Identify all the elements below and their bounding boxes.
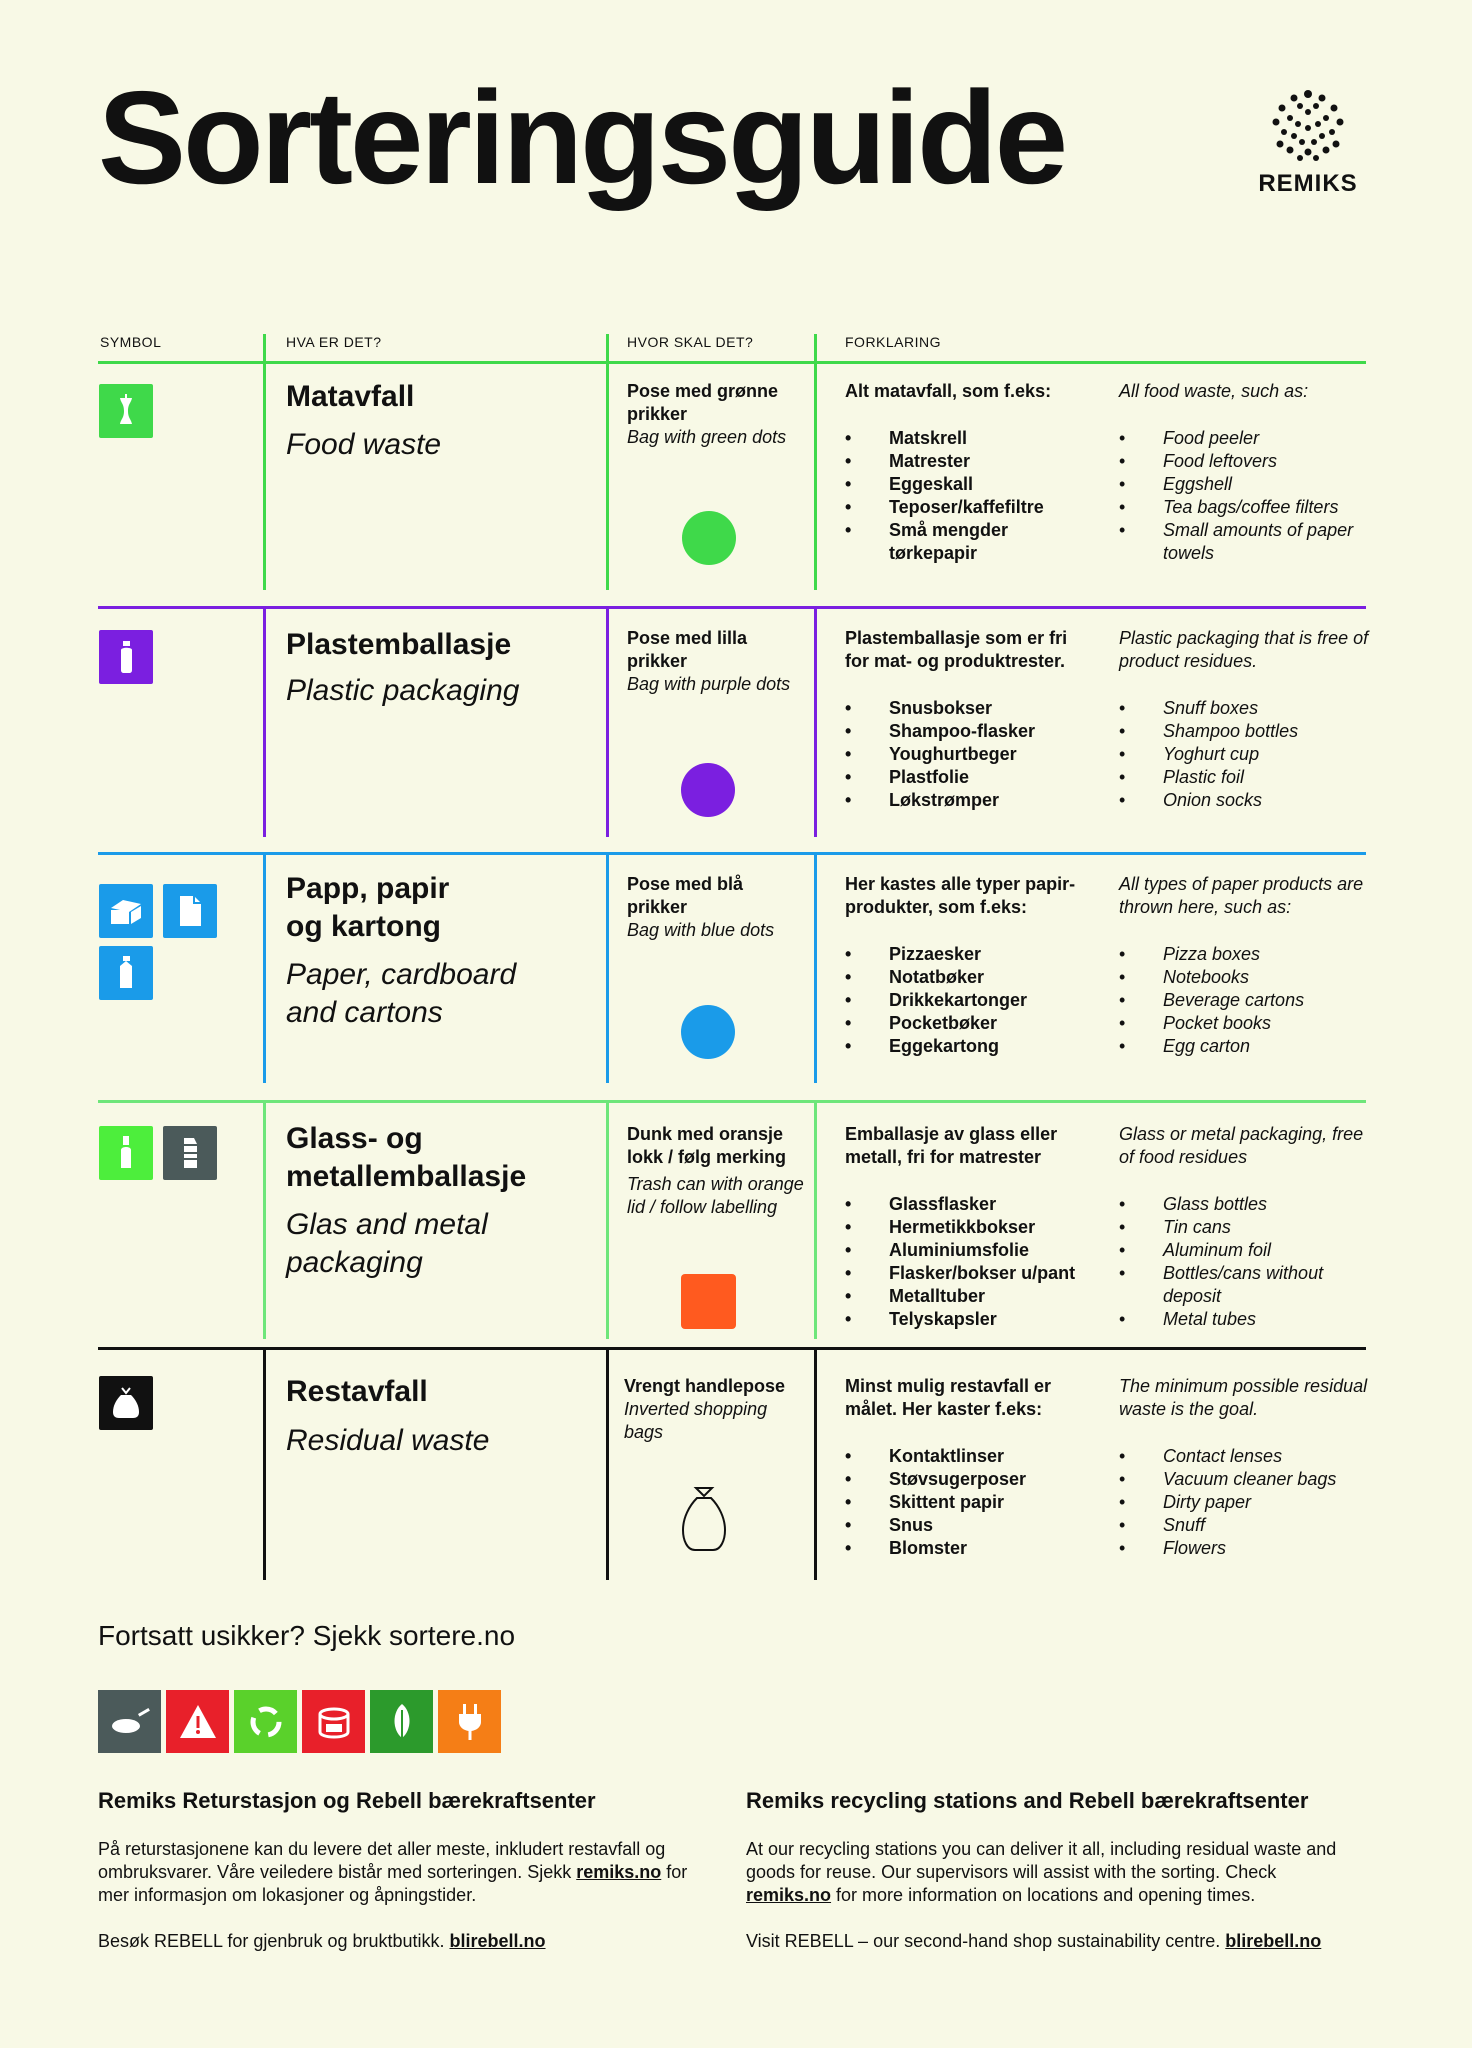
list-item: • Snusbokser [845, 697, 1095, 720]
intro-no: Emballasje av glass eller metall, fri for matrester [845, 1124, 1058, 1167]
divider [263, 334, 266, 362]
category-name-en: Residual waste [286, 1424, 490, 1457]
list-item: • Food leftovers [1119, 450, 1369, 473]
list-item: • Tea bags/coffee filters [1119, 496, 1369, 519]
explanation-en [1119, 1123, 1369, 1331]
category-name: Glass- og metallemballasje [286, 1122, 527, 1193]
list-item: • Aluminiumsfolie [845, 1239, 1095, 1262]
where-no: Dunk med oransje lokk / følg merking [627, 1124, 787, 1167]
list-item: • Vacuum cleaner bags [1119, 1468, 1369, 1491]
list-item: • Snuff [1119, 1514, 1369, 1537]
green-dot-marker [681, 510, 737, 566]
trash-bag-icon [99, 1376, 153, 1430]
disposal-location [627, 380, 807, 449]
header-symbol: SYMBOL [100, 334, 162, 350]
orange-square-marker [681, 1274, 736, 1329]
where-no: Pose med lilla prikker [627, 628, 748, 671]
list-item: • Contact lenses [1119, 1445, 1369, 1468]
explanation-no [845, 873, 1095, 1058]
divider [814, 1348, 817, 1580]
footer-heading-no: Remiks Returstasjon og Rebell bærekraftsenter [98, 1788, 596, 1813]
footer-heading-en: Remiks recycling stations and Rebell bærekraftsenter [746, 1788, 1309, 1813]
list-item: • Matskrell [845, 427, 1095, 450]
glass-bottle-icon [99, 1126, 153, 1180]
list-item: • Drikkekartonger [845, 989, 1095, 1012]
apple-core-icon [99, 384, 153, 438]
where-en: Bag with blue dots [627, 920, 775, 940]
category-name-en: Plastic packaging [286, 674, 520, 707]
row-divider [98, 1100, 1366, 1103]
list-item: • Hermetikkbokser [845, 1216, 1095, 1239]
list-item: • Shampoo bottles [1119, 720, 1369, 743]
intro-no: Plastemballasje som er fri for mat- og produktrester. [845, 628, 1068, 671]
list-item: • Telyskapsler [845, 1308, 1095, 1331]
blirebell-link[interactable]: blirebell.no [449, 1931, 546, 1951]
divider [606, 853, 609, 1083]
list-item: • Matrester [845, 450, 1095, 473]
explanation-no [845, 380, 1095, 565]
intro-en: All types of paper products are thrown here, such as: [1119, 874, 1364, 917]
disposal-location [624, 1375, 804, 1444]
list-item: • Pocketbøker [845, 1012, 1095, 1035]
carton-icon [99, 946, 153, 1000]
divider [606, 334, 609, 362]
list-item: • Bottles/cans without deposit [1119, 1262, 1369, 1308]
remiks-logo [1248, 88, 1368, 198]
divider [606, 1101, 609, 1339]
divider [263, 1348, 266, 1580]
header-what: HVA ER DET? [286, 334, 382, 350]
list-item: • Metal tubes [1119, 1308, 1369, 1331]
header-where: HVOR SKAL DET? [627, 334, 754, 350]
divider [606, 1348, 609, 1580]
list-item: • Dirty paper [1119, 1491, 1369, 1514]
explanation-en [1119, 380, 1369, 565]
list-item: • Eggeskall [845, 473, 1095, 496]
category-name-en: Paper, cardboard and cartons [286, 958, 517, 1029]
paper-icon [163, 884, 217, 938]
where-en: Trash can with orange lid / follow labelling [627, 1174, 804, 1217]
intro-no: Minst mulig restavfall er målet. Her kaster f.eks: [845, 1376, 1052, 1419]
divider [814, 1101, 817, 1339]
divider [606, 362, 609, 590]
divider [263, 362, 266, 590]
blue-dot-marker [680, 1004, 736, 1060]
list-item: • Eggekartong [845, 1035, 1095, 1058]
divider [606, 607, 609, 837]
list-item: • Small amounts of paper towels [1119, 519, 1369, 565]
where-no: Vrengt handlepose [624, 1376, 786, 1396]
list-item: • Metalltuber [845, 1285, 1095, 1308]
intro-no: Her kastes alle typer papir-produkter, som f.eks: [845, 874, 1076, 917]
list-item: • Støvsugerposer [845, 1468, 1095, 1491]
footer-visit-no: Besøk REBELL for gjenbruk og bruktbutikk. blirebell.no [98, 1931, 546, 1951]
remiks-link[interactable]: remiks.no [576, 1862, 662, 1882]
paint-bucket-icon [302, 1690, 365, 1753]
category-name: Restavfall [286, 1375, 428, 1408]
list-item: • Youghurtbeger [845, 743, 1095, 766]
purple-dot-marker [680, 762, 736, 818]
category-name: Matavfall [286, 380, 415, 413]
category-name: Papp, papir og kartong [286, 872, 450, 943]
explanation-en [1119, 627, 1369, 812]
list-item: • Beverage cartons [1119, 989, 1369, 1012]
where-en: Inverted shopping bags [624, 1399, 768, 1442]
list-item: • Egg carton [1119, 1035, 1369, 1058]
intro-no: Alt matavfall, som f.eks: [845, 381, 1052, 401]
pizza-box-icon [99, 884, 153, 938]
hazard-icon [166, 1690, 229, 1753]
list-item: • Plastfolie [845, 766, 1095, 789]
special-waste-icons [98, 1690, 501, 1753]
list-item: • Tin cans [1119, 1216, 1369, 1239]
footer-visit-en: Visit REBELL – our second-hand shop sustainability centre. blirebell.no [746, 1931, 1322, 1951]
intro-en: All food waste, such as: [1119, 381, 1309, 401]
disposal-location [627, 627, 807, 696]
where-en: Bag with green dots [627, 427, 787, 447]
list-item: • Shampoo-flasker [845, 720, 1095, 743]
explanation-no [845, 627, 1095, 812]
intro-en: Plastic packaging that is free of product residues. [1119, 628, 1369, 671]
disposal-location [627, 873, 807, 942]
where-en: Bag with purple dots [627, 674, 791, 694]
list-item: • Glassflasker [845, 1193, 1095, 1216]
divider [263, 1101, 266, 1339]
divider [814, 607, 817, 837]
intro-en: Glass or metal packaging, free of food residues [1119, 1124, 1364, 1167]
list-item: • Yoghurt cup [1119, 743, 1369, 766]
list-item: • Notebooks [1119, 966, 1369, 989]
list-item: • Flowers [1119, 1537, 1369, 1560]
list-item: • Snuff boxes [1119, 697, 1369, 720]
list-item: • Løkstrømper [845, 789, 1095, 812]
list-item: • Pizza boxes [1119, 943, 1369, 966]
intro-en: The minimum possible residual waste is the goal. [1119, 1376, 1368, 1419]
leaf-icon [370, 1690, 433, 1753]
list-item: • Kontaktlinser [845, 1445, 1095, 1468]
category-name: Plastemballasje [286, 628, 512, 661]
remiks-link[interactable]: remiks.no [746, 1885, 832, 1905]
explanation-en [1119, 873, 1369, 1058]
shopping-bag-marker [674, 1484, 734, 1556]
where-no: Pose med grønne prikker [627, 381, 779, 424]
category-name-en: Food waste [286, 428, 442, 461]
divider [814, 362, 817, 590]
list-item: • Plastic foil [1119, 766, 1369, 789]
list-item: • Flasker/bokser u/pant [845, 1262, 1095, 1285]
plug-icon [438, 1690, 501, 1753]
row-divider [98, 852, 1366, 855]
footer-text-en: At our recycling stations you can deliver it all, including residual waste and goods for reuse. Our supervisors will assist with the sorting. Check remiks.no for more information on locations and opening times. [746, 1839, 1337, 1905]
metal-can-icon [163, 1126, 217, 1180]
recycle-icon [234, 1690, 297, 1753]
divider [814, 334, 817, 362]
divider [263, 853, 266, 1083]
footer-text-no: På returstasjonene kan du levere det aller meste, inkludert restavfall og ombruksvarer. Våre veiledere bistår med sorteringen. Sjekk remiks.no for mer informasjon om lokasjoner og åpningstider. [98, 1839, 688, 1905]
list-item: • Glass bottles [1119, 1193, 1369, 1216]
list-item: • Notatbøker [845, 966, 1095, 989]
logo-text: REMIKS [1258, 170, 1358, 197]
frying-pan-icon [98, 1690, 161, 1753]
list-item: • Små mengder tørkepapir [845, 519, 1095, 565]
disposal-location [627, 1123, 807, 1219]
list-item: • Pocket books [1119, 1012, 1369, 1035]
row-divider [98, 1347, 1366, 1350]
explanation-no [845, 1123, 1095, 1331]
row-divider [98, 361, 1366, 364]
list-item: • Snus [845, 1514, 1095, 1537]
list-item: • Onion socks [1119, 789, 1369, 812]
list-item: • Aluminum foil [1119, 1239, 1369, 1262]
where-no: Pose med blå prikker [627, 874, 744, 917]
list-item: • Blomster [845, 1537, 1095, 1560]
list-item: • Teposer/kaffefiltre [845, 496, 1095, 519]
list-item: • Food peeler [1119, 427, 1369, 450]
row-divider [98, 606, 1366, 609]
logo-dots-icon [1270, 88, 1346, 164]
divider [263, 607, 266, 837]
divider [814, 853, 817, 1083]
plastic-bottle-icon [99, 630, 153, 684]
list-item: • Eggshell [1119, 473, 1369, 496]
explanation-en [1119, 1375, 1369, 1560]
page-title: Sorteringsguide [98, 64, 1066, 211]
category-name-en: Glas and metal packaging [286, 1208, 488, 1279]
header-explanation: FORKLARING [845, 334, 942, 350]
help-callout: Fortsatt usikker? Sjekk sortere.no [98, 1620, 516, 1651]
list-item: • Skittent papir [845, 1491, 1095, 1514]
blirebell-link[interactable]: blirebell.no [1225, 1931, 1322, 1951]
list-item: • Pizzaesker [845, 943, 1095, 966]
explanation-no [845, 1375, 1095, 1560]
